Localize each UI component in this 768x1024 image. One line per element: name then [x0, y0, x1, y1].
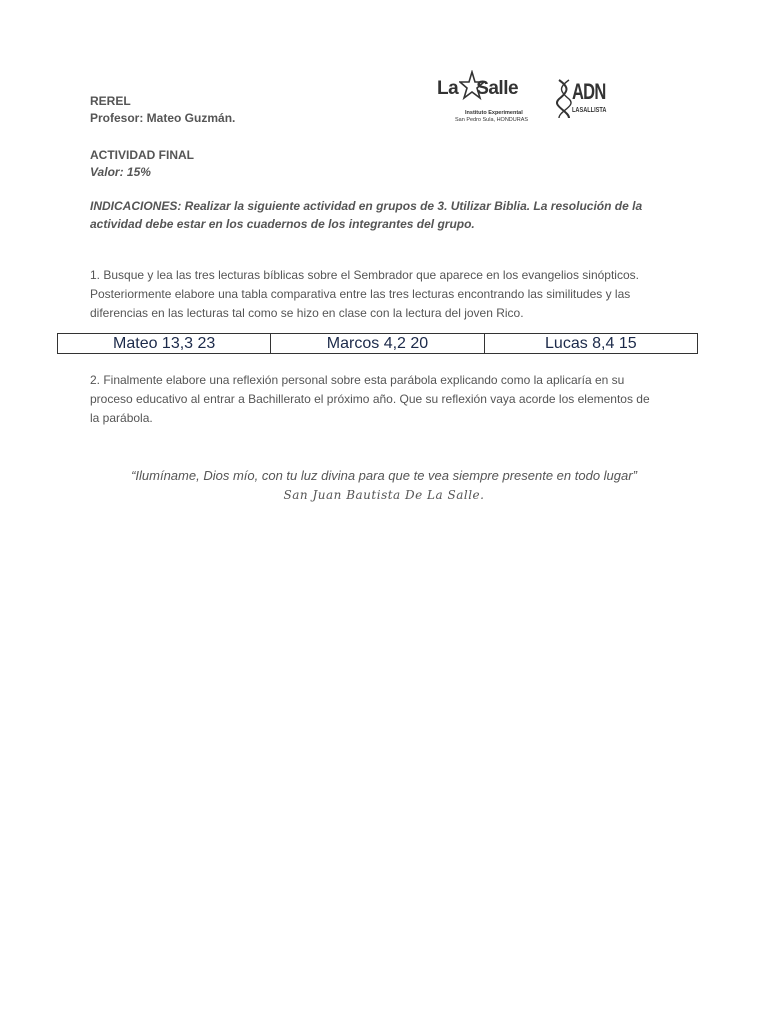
- lasalle-location: San Pedro Sula, HONDURAS: [455, 117, 529, 123]
- lasalle-brand-left: La: [437, 78, 459, 99]
- question-1-line: Posteriormente elabore una tabla comparativa entre las tres lecturas encontrando las similitudes y las: [90, 287, 631, 301]
- adn-text: ADN: [572, 79, 606, 104]
- question-1: [90, 266, 690, 323]
- table-row: [58, 334, 698, 354]
- indications-line: INDICACIONES: Realizar la siguiente actividad en grupos de 3. Utilizar Biblia. La resolución de la: [90, 199, 643, 213]
- question-2: [90, 371, 695, 428]
- question-2-line: 2. Finalmente elabore una reflexión personal sobre esta parábola explicando como la aplicaría en su: [90, 373, 625, 387]
- indications-line: actividad debe estar en los cuadernos de los integrantes del grupo.: [90, 217, 475, 231]
- indications-paragraph: [90, 197, 660, 233]
- star-icon: [459, 70, 485, 104]
- question-1-line: 1. Busque y lea las tres lecturas bíblicas sobre el Sembrador que aparece en los evangelios sinópticos.: [90, 268, 639, 282]
- dna-helix-icon: [556, 79, 572, 119]
- activity-title: ACTIVIDAD FINAL: [90, 148, 194, 162]
- activity-block: [90, 147, 194, 181]
- quote-author: San Juan Bautista De La Salle.: [283, 488, 485, 502]
- lasalle-brand-right: Salle: [476, 78, 519, 99]
- quote-text: “Ilumíname, Dios mío, con tu luz divina para que te vea siempre presente en todo lugar”: [131, 468, 637, 483]
- course-name: REREL: [90, 94, 131, 108]
- table-cell-mateo: Mateo 13,3 23: [58, 334, 271, 354]
- question-2-line: la parábola.: [90, 411, 153, 425]
- header-block: [90, 93, 235, 127]
- lasalle-logo: [437, 70, 539, 126]
- teacher-name: Profesor: Mateo Guzmán.: [90, 111, 236, 125]
- adn-lasallista-logo: [556, 79, 616, 121]
- table-cell-lucas: Lucas 8,4 15: [484, 334, 697, 354]
- lasalle-subtitle: Instituto Experimental: [465, 110, 523, 116]
- adn-subtitle: LASALLISTA: [572, 107, 607, 114]
- readings-table: [57, 333, 698, 354]
- activity-value: Valor: 15%: [90, 165, 151, 179]
- question-2-line: proceso educativo al entrar a Bachillerato el próximo año. Que su reflexión vaya acorde los elementos de: [90, 392, 650, 406]
- table-cell-marcos: Marcos 4,2 20: [271, 334, 484, 354]
- question-1-line: diferencias en las lecturas tal como se hizo en clase con la lectura del joven Rico.: [90, 306, 524, 320]
